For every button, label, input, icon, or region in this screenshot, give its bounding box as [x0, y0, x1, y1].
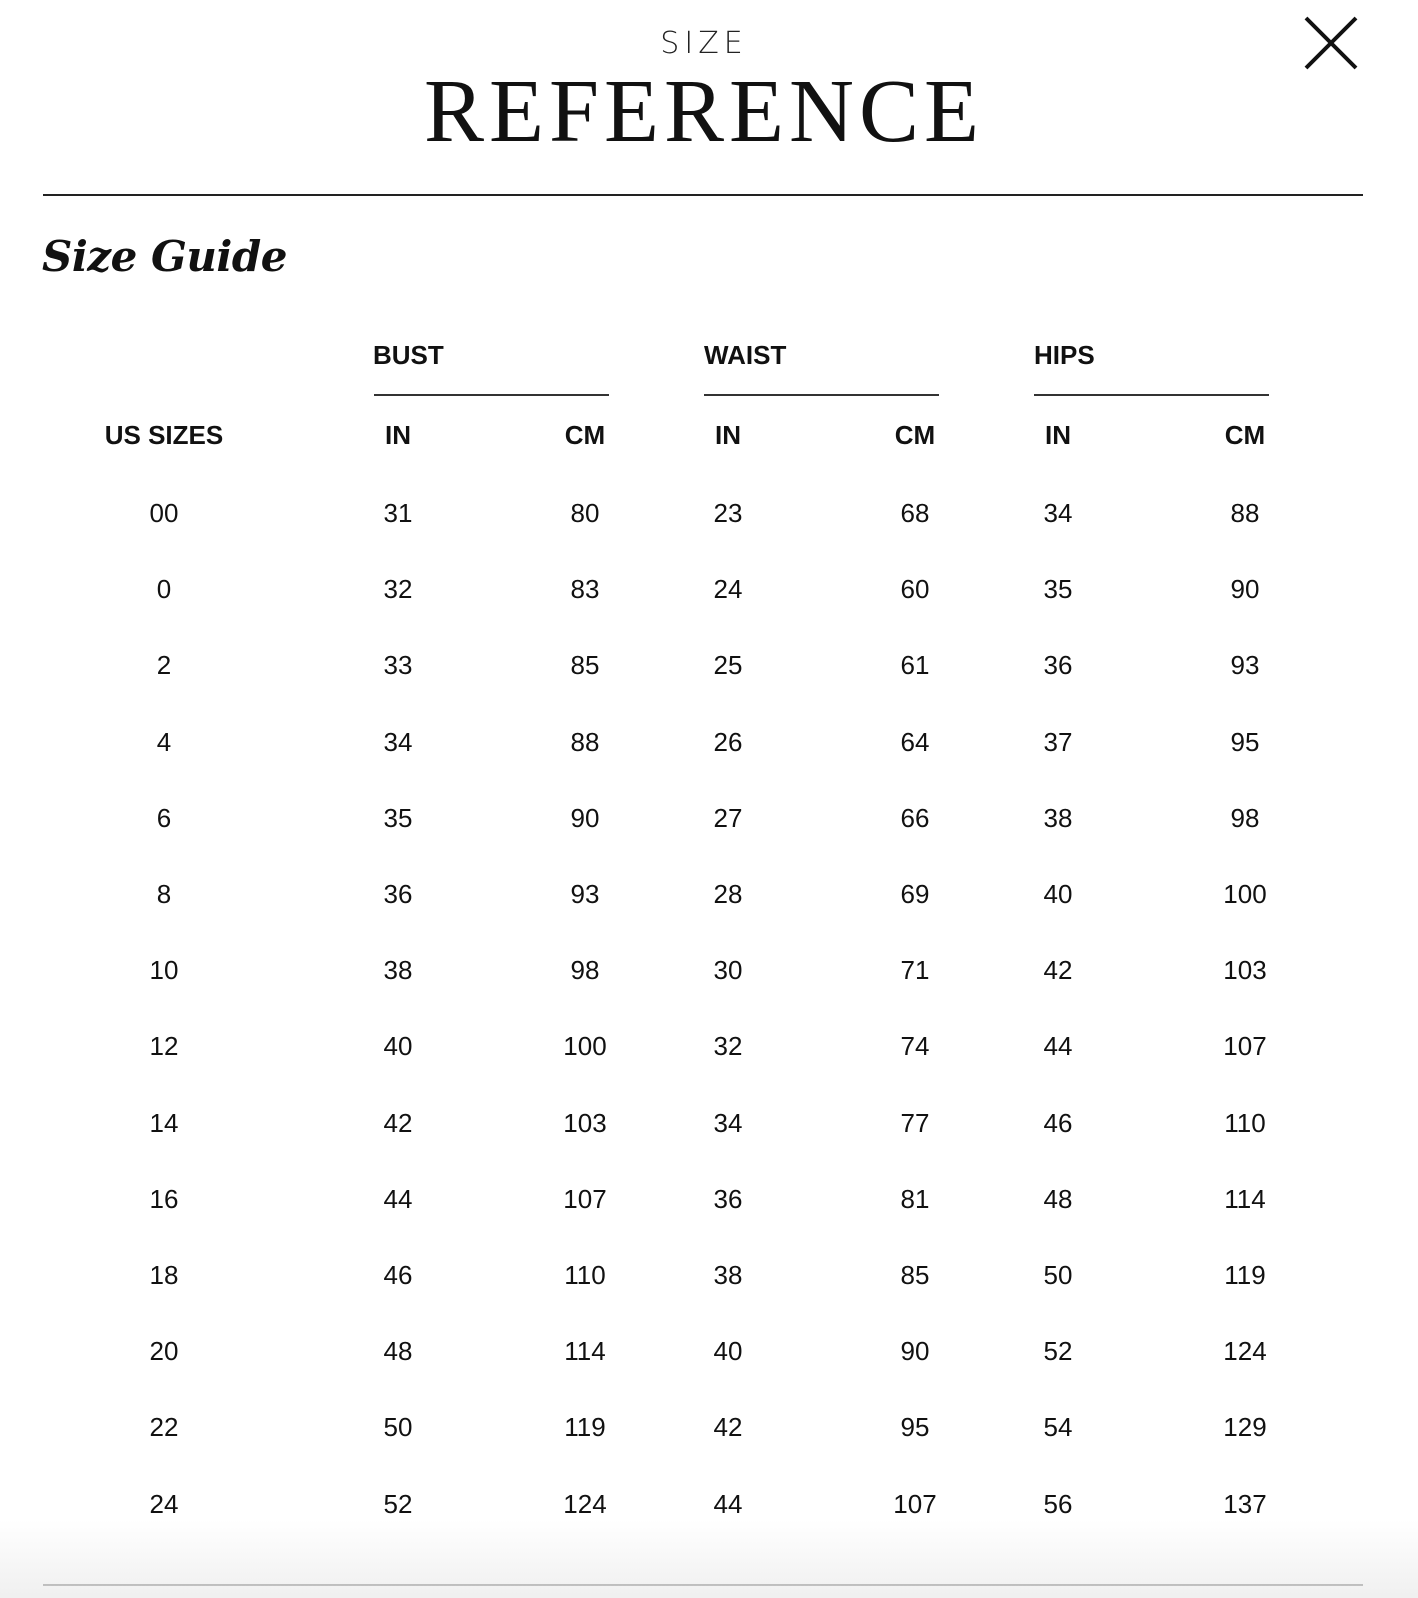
cell-bust-cm: 119	[564, 1412, 606, 1443]
header-divider	[43, 194, 1363, 196]
cell-waist-cm: 95	[900, 1412, 930, 1443]
cell-hips-in: 44	[1043, 1031, 1073, 1062]
close-icon	[1302, 14, 1360, 72]
cell-hips-in: 37	[1043, 726, 1073, 757]
cell-hips-cm: 137	[1223, 1488, 1267, 1519]
cell-us-size: 8	[156, 879, 172, 909]
cell-hips-cm: 110	[1224, 1107, 1266, 1138]
cell-waist-in: 40	[713, 1336, 743, 1367]
cell-waist-cm: 85	[900, 1260, 930, 1290]
cell-hips-in: 56	[1043, 1488, 1073, 1519]
cell-bust-cm: 90	[570, 802, 600, 833]
cell-bust-in: 35	[383, 802, 413, 833]
cell-hips-cm: 103	[1223, 955, 1267, 986]
cell-us-size: 20	[149, 1336, 179, 1367]
cell-us-size: 2	[156, 650, 172, 681]
cell-bust-in: 32	[383, 574, 413, 605]
cell-hips-cm: 98	[1230, 802, 1260, 833]
cell-bust-cm: 83	[570, 574, 600, 605]
cell-waist-in: 38	[713, 1260, 743, 1290]
cell-waist-in: 32	[713, 1031, 743, 1062]
cell-us-size: 14	[149, 1107, 179, 1138]
cell-waist-cm: 69	[900, 879, 930, 909]
cell-us-size: 4	[156, 726, 172, 757]
group-header-waist: WAIST	[704, 340, 787, 370]
cell-us-size: 00	[149, 498, 179, 528]
cell-hips-in: 34	[1043, 498, 1073, 528]
cell-bust-cm: 85	[570, 650, 600, 681]
cell-hips-cm: 90	[1230, 574, 1260, 605]
cell-hips-in: 35	[1043, 574, 1073, 605]
cell-bust-in: 44	[383, 1183, 413, 1214]
cell-us-size: 10	[149, 955, 179, 986]
cell-waist-in: 44	[713, 1488, 743, 1519]
cell-bust-in: 33	[383, 650, 413, 681]
cell-bust-in: 38	[383, 955, 413, 986]
cell-hips-in: 54	[1043, 1412, 1073, 1443]
cell-bust-in: 34	[383, 726, 413, 757]
cell-hips-in: 40	[1043, 879, 1073, 909]
cell-bust-in: 46	[383, 1260, 413, 1290]
cell-bust-cm: 98	[570, 955, 600, 986]
cell-hips-in: 50	[1043, 1260, 1073, 1290]
cell-hips-cm: 124	[1223, 1336, 1267, 1367]
cell-hips-cm: 88	[1230, 498, 1260, 528]
cell-waist-cm: 71	[900, 955, 930, 986]
cell-waist-in: 27	[713, 802, 743, 833]
group-underline	[1034, 394, 1269, 396]
cell-waist-cm: 68	[900, 498, 930, 528]
cell-waist-cm: 64	[900, 726, 930, 757]
section-title: Size Guide	[42, 232, 287, 281]
column-header-bust-in: IN	[385, 420, 411, 450]
cell-waist-in: 36	[713, 1183, 743, 1214]
cell-us-size: 6	[156, 802, 172, 833]
column-header-waist-in: IN	[715, 420, 741, 450]
cell-hips-cm: 95	[1230, 726, 1260, 757]
cell-waist-in: 25	[713, 650, 743, 681]
cell-bust-cm: 103	[563, 1107, 607, 1138]
cell-hips-cm: 129	[1223, 1412, 1267, 1443]
cell-hips-in: 36	[1043, 650, 1073, 681]
cell-hips-in: 48	[1043, 1183, 1073, 1214]
cell-waist-in: 42	[713, 1412, 743, 1443]
cell-bust-in: 52	[383, 1488, 413, 1519]
cell-bust-in: 50	[383, 1412, 413, 1443]
column-header-us-sizes: US SIZES	[104, 420, 224, 450]
modal-title: REFERENCE	[423, 62, 985, 161]
group-header-bust: BUST	[373, 340, 444, 370]
cell-hips-in: 38	[1043, 802, 1073, 833]
cell-waist-in: 30	[713, 955, 743, 986]
cell-bust-cm: 114	[564, 1336, 606, 1367]
cell-waist-cm: 90	[900, 1336, 930, 1367]
scroll-fade	[0, 1520, 1418, 1598]
cell-us-size: 24	[149, 1488, 179, 1519]
group-underline	[374, 394, 609, 396]
cell-bust-in: 48	[383, 1336, 413, 1367]
cell-us-size: 0	[156, 574, 172, 605]
cell-us-size: 18	[149, 1260, 179, 1290]
cell-bust-cm: 93	[570, 879, 600, 909]
group-underline	[704, 394, 939, 396]
cell-us-size: 16	[149, 1183, 179, 1214]
column-header-hips-cm: CM	[1224, 420, 1266, 450]
cell-hips-cm: 114	[1224, 1183, 1266, 1214]
cell-us-size: 12	[149, 1031, 179, 1062]
cell-waist-cm: 107	[893, 1488, 937, 1519]
cell-waist-cm: 77	[900, 1107, 930, 1138]
cell-hips-cm: 119	[1224, 1260, 1266, 1290]
cell-waist-in: 28	[713, 879, 743, 909]
cell-hips-in: 46	[1043, 1107, 1073, 1138]
group-header-hips: HIPS	[1034, 340, 1095, 370]
cell-waist-cm: 60	[900, 574, 930, 605]
cell-bust-in: 42	[383, 1107, 413, 1138]
cell-hips-cm: 93	[1230, 650, 1260, 681]
cell-waist-in: 34	[713, 1107, 743, 1138]
cell-waist-cm: 74	[900, 1031, 930, 1062]
column-header-hips-in: IN	[1045, 420, 1071, 450]
cell-hips-cm: 107	[1223, 1031, 1267, 1062]
footer-divider	[43, 1584, 1363, 1586]
cell-waist-in: 23	[713, 498, 743, 528]
cell-waist-cm: 66	[900, 802, 930, 833]
cell-hips-cm: 100	[1223, 879, 1267, 909]
cell-bust-in: 31	[383, 498, 413, 528]
cell-hips-in: 42	[1043, 955, 1073, 986]
cell-bust-cm: 110	[564, 1260, 606, 1290]
cell-hips-in: 52	[1043, 1336, 1073, 1367]
cell-bust-cm: 124	[563, 1488, 607, 1519]
cell-waist-cm: 81	[900, 1183, 930, 1214]
cell-bust-in: 40	[383, 1031, 413, 1062]
column-header-waist-cm: CM	[894, 420, 936, 450]
cell-bust-in: 36	[383, 879, 413, 909]
close-button[interactable]	[1302, 14, 1360, 72]
cell-waist-in: 26	[713, 726, 743, 757]
cell-bust-cm: 80	[570, 498, 600, 528]
cell-bust-cm: 88	[570, 726, 600, 757]
cell-waist-in: 24	[713, 574, 743, 605]
cell-waist-cm: 61	[900, 650, 930, 681]
modal-kicker: SIZE	[660, 26, 748, 61]
cell-us-size: 22	[149, 1412, 179, 1443]
cell-bust-cm: 100	[563, 1031, 607, 1062]
column-header-bust-cm: CM	[564, 420, 606, 450]
cell-bust-cm: 107	[563, 1183, 607, 1214]
